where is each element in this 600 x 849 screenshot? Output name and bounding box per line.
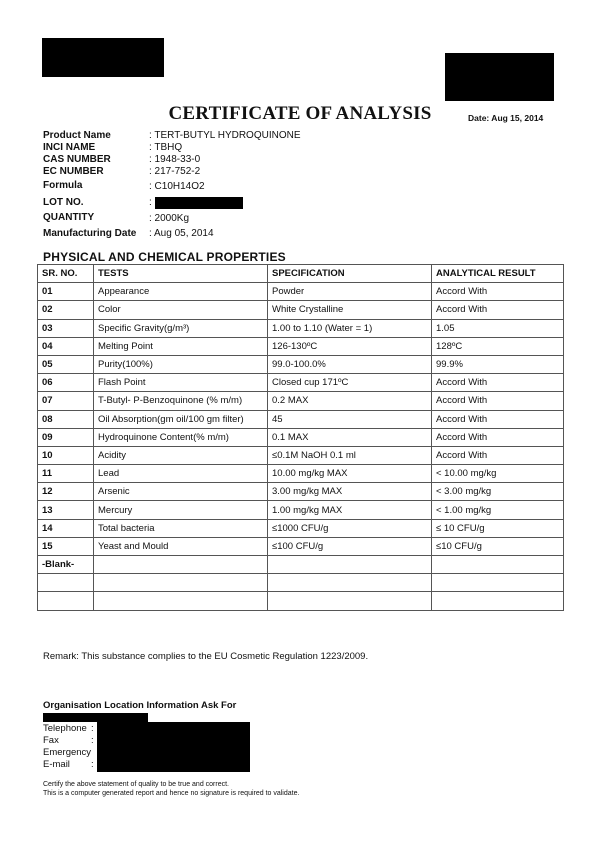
cell-specification: 1.00 to 1.10 (Water = 1) (268, 319, 432, 337)
cell-test: Total bacteria (94, 519, 268, 537)
cell-result (432, 574, 564, 592)
info-value-lot-no: : (149, 197, 152, 208)
cell-result: Accord With (432, 301, 564, 319)
contact-telephone (43, 723, 94, 734)
cell-test: Specific Gravity(g/m³) (94, 319, 268, 337)
header-tests: TESTS (94, 265, 268, 283)
table-row (38, 592, 564, 610)
table-row (38, 519, 564, 537)
table-row (38, 374, 564, 392)
cell-sr-no: 02 (38, 301, 94, 319)
contact-label-fax: Fax (43, 735, 59, 746)
cell-result: Accord With (432, 374, 564, 392)
cell-test: Purity(100%) (94, 355, 268, 373)
table-row (38, 283, 564, 301)
info-value-quantity: : 2000Kg (149, 213, 190, 224)
cell-test: Color (94, 301, 268, 319)
info-label-product-name: Product Name (43, 130, 111, 141)
contact-emergency (43, 747, 91, 758)
cell-sr-no: 08 (38, 410, 94, 428)
redacted-contact-details (97, 722, 250, 772)
table-row (38, 410, 564, 428)
cell-sr-no: 15 (38, 537, 94, 555)
cell-sr-no: 04 (38, 337, 94, 355)
redacted-organisation-name (43, 713, 148, 722)
cell-sr-no: 07 (38, 392, 94, 410)
cell-specification: 0.2 MAX (268, 392, 432, 410)
cell-sr-no (38, 574, 94, 592)
cell-specification: 126-130ºC (268, 337, 432, 355)
info-value-product-name: : TERT-BUTYL HYDROQUINONE (149, 130, 301, 141)
cell-specification: 10.00 mg/kg MAX (268, 465, 432, 483)
table-row (38, 556, 564, 574)
redacted-lot-number (155, 197, 243, 209)
info-label-ec-number: EC NUMBER (43, 166, 104, 177)
cell-specification: 45 (268, 410, 432, 428)
cell-result (432, 556, 564, 574)
cell-specification: Closed cup 171ºC (268, 374, 432, 392)
contact-sep: : (91, 759, 94, 770)
contact-label-email: E-mail (43, 759, 70, 770)
cell-sr-no: 05 (38, 355, 94, 373)
cell-result: ≤10 CFU/g (432, 537, 564, 555)
redacted-logo (42, 38, 164, 77)
contact-sep: : (91, 735, 94, 746)
table-row (38, 501, 564, 519)
cell-test: Arsenic (94, 483, 268, 501)
cell-test: Appearance (94, 283, 268, 301)
cell-specification: ≤0.1M NaOH 0.1 ml (268, 446, 432, 464)
cell-specification: ≤100 CFU/g (268, 537, 432, 555)
cell-test: Hydroquinone Content(% m/m) (94, 428, 268, 446)
cell-result: Accord With (432, 283, 564, 301)
contact-email (43, 759, 94, 770)
header-specification: SPECIFICATION (268, 265, 432, 283)
cell-result: < 10.00 mg/kg (432, 465, 564, 483)
cell-test: Melting Point (94, 337, 268, 355)
contact-sep: : (91, 723, 94, 734)
info-value-manufacturing-date: : Aug 05, 2014 (149, 228, 214, 239)
properties-table (37, 264, 564, 611)
cell-test: Flash Point (94, 374, 268, 392)
cell-result: < 1.00 mg/kg (432, 501, 564, 519)
cell-result: Accord With (432, 446, 564, 464)
info-value-inci-name: : TBHQ (149, 142, 183, 153)
cell-test: T-Butyl- P-Benzoquinone (% m/m) (94, 392, 268, 410)
cell-sr-no: 09 (38, 428, 94, 446)
cell-result: 99.9% (432, 355, 564, 373)
table-row (38, 319, 564, 337)
cell-result: Accord With (432, 410, 564, 428)
table-header-row (38, 265, 564, 283)
cell-sr-no: 01 (38, 283, 94, 301)
cell-sr-no: 11 (38, 465, 94, 483)
table-row (38, 428, 564, 446)
info-label-formula: Formula (43, 180, 83, 191)
info-label-cas-number: CAS NUMBER (43, 154, 111, 165)
cell-sr-no: 12 (38, 483, 94, 501)
table-row (38, 465, 564, 483)
cell-specification (268, 592, 432, 610)
redacted-company-block (445, 53, 554, 101)
cell-sr-no: 03 (38, 319, 94, 337)
cell-sr-no: 06 (38, 374, 94, 392)
cell-test (94, 556, 268, 574)
header-sr-no: SR. NO. (38, 265, 94, 283)
cell-test (94, 592, 268, 610)
info-label-quantity: QUANTITY (43, 212, 95, 223)
cell-specification: ≤1000 CFU/g (268, 519, 432, 537)
cell-sr-no: -Blank- (38, 556, 94, 574)
cell-test: Oil Absorption(gm oil/100 gm filter) (94, 410, 268, 428)
cell-specification: 3.00 mg/kg MAX (268, 483, 432, 501)
cell-result (432, 592, 564, 610)
cell-test: Acidity (94, 446, 268, 464)
contact-label-telephone: Telephone (43, 723, 87, 734)
info-label-lot-no: LOT NO. (43, 197, 84, 208)
cell-test (94, 574, 268, 592)
report-date: Date: Aug 15, 2014 (468, 113, 544, 123)
table-row (38, 392, 564, 410)
cell-specification (268, 556, 432, 574)
cell-test: Lead (94, 465, 268, 483)
table-row (38, 483, 564, 501)
document-title: CERTIFICATE OF ANALYSIS (168, 103, 432, 124)
cell-sr-no: 13 (38, 501, 94, 519)
info-label-manufacturing-date: Manufacturing Date (43, 228, 137, 239)
contact-label-emergency: Emergency (43, 747, 92, 758)
table-row (38, 355, 564, 373)
table-row (38, 537, 564, 555)
cell-specification: 99.0-100.0% (268, 355, 432, 373)
cell-result: 128ºC (432, 337, 564, 355)
cell-sr-no: 10 (38, 446, 94, 464)
cell-specification: White Crystalline (268, 301, 432, 319)
cell-specification: Powder (268, 283, 432, 301)
cell-specification (268, 574, 432, 592)
cell-result: < 3.00 mg/kg (432, 483, 564, 501)
cell-test: Yeast and Mould (94, 537, 268, 555)
certify-line-2: This is a computer generated report and hence no signature is required to validate. (43, 790, 300, 797)
info-value-cas-number: : 1948-33-0 (149, 154, 201, 165)
info-value-formula: : C10H14O2 (149, 181, 205, 192)
table-row (38, 446, 564, 464)
cell-result: Accord With (432, 428, 564, 446)
certify-line-1: Certify the above statement of quality to be true and correct. (43, 781, 229, 788)
cell-sr-no (38, 592, 94, 610)
contact-fax (43, 735, 94, 746)
cell-test: Mercury (94, 501, 268, 519)
table-row (38, 574, 564, 592)
remark-text: Remark: This substance complies to the EU Cosmetic Regulation 1223/2009. (43, 651, 369, 662)
info-label-inci-name: INCI NAME (43, 142, 96, 153)
cell-specification: 0.1 MAX (268, 428, 432, 446)
cell-result: Accord With (432, 392, 564, 410)
table-row (38, 337, 564, 355)
cell-result: 1.05 (432, 319, 564, 337)
cell-sr-no: 14 (38, 519, 94, 537)
cell-specification: 1.00 mg/kg MAX (268, 501, 432, 519)
header-analytical-result: ANALYTICAL RESULT (432, 265, 564, 283)
section-title: PHYSICAL AND CHEMICAL PROPERTIES (43, 250, 286, 264)
info-value-ec-number: : 217-752-2 (149, 166, 201, 177)
table-row (38, 301, 564, 319)
organisation-title: Organisation Location Information Ask For (43, 700, 237, 711)
cell-result: ≤ 10 CFU/g (432, 519, 564, 537)
